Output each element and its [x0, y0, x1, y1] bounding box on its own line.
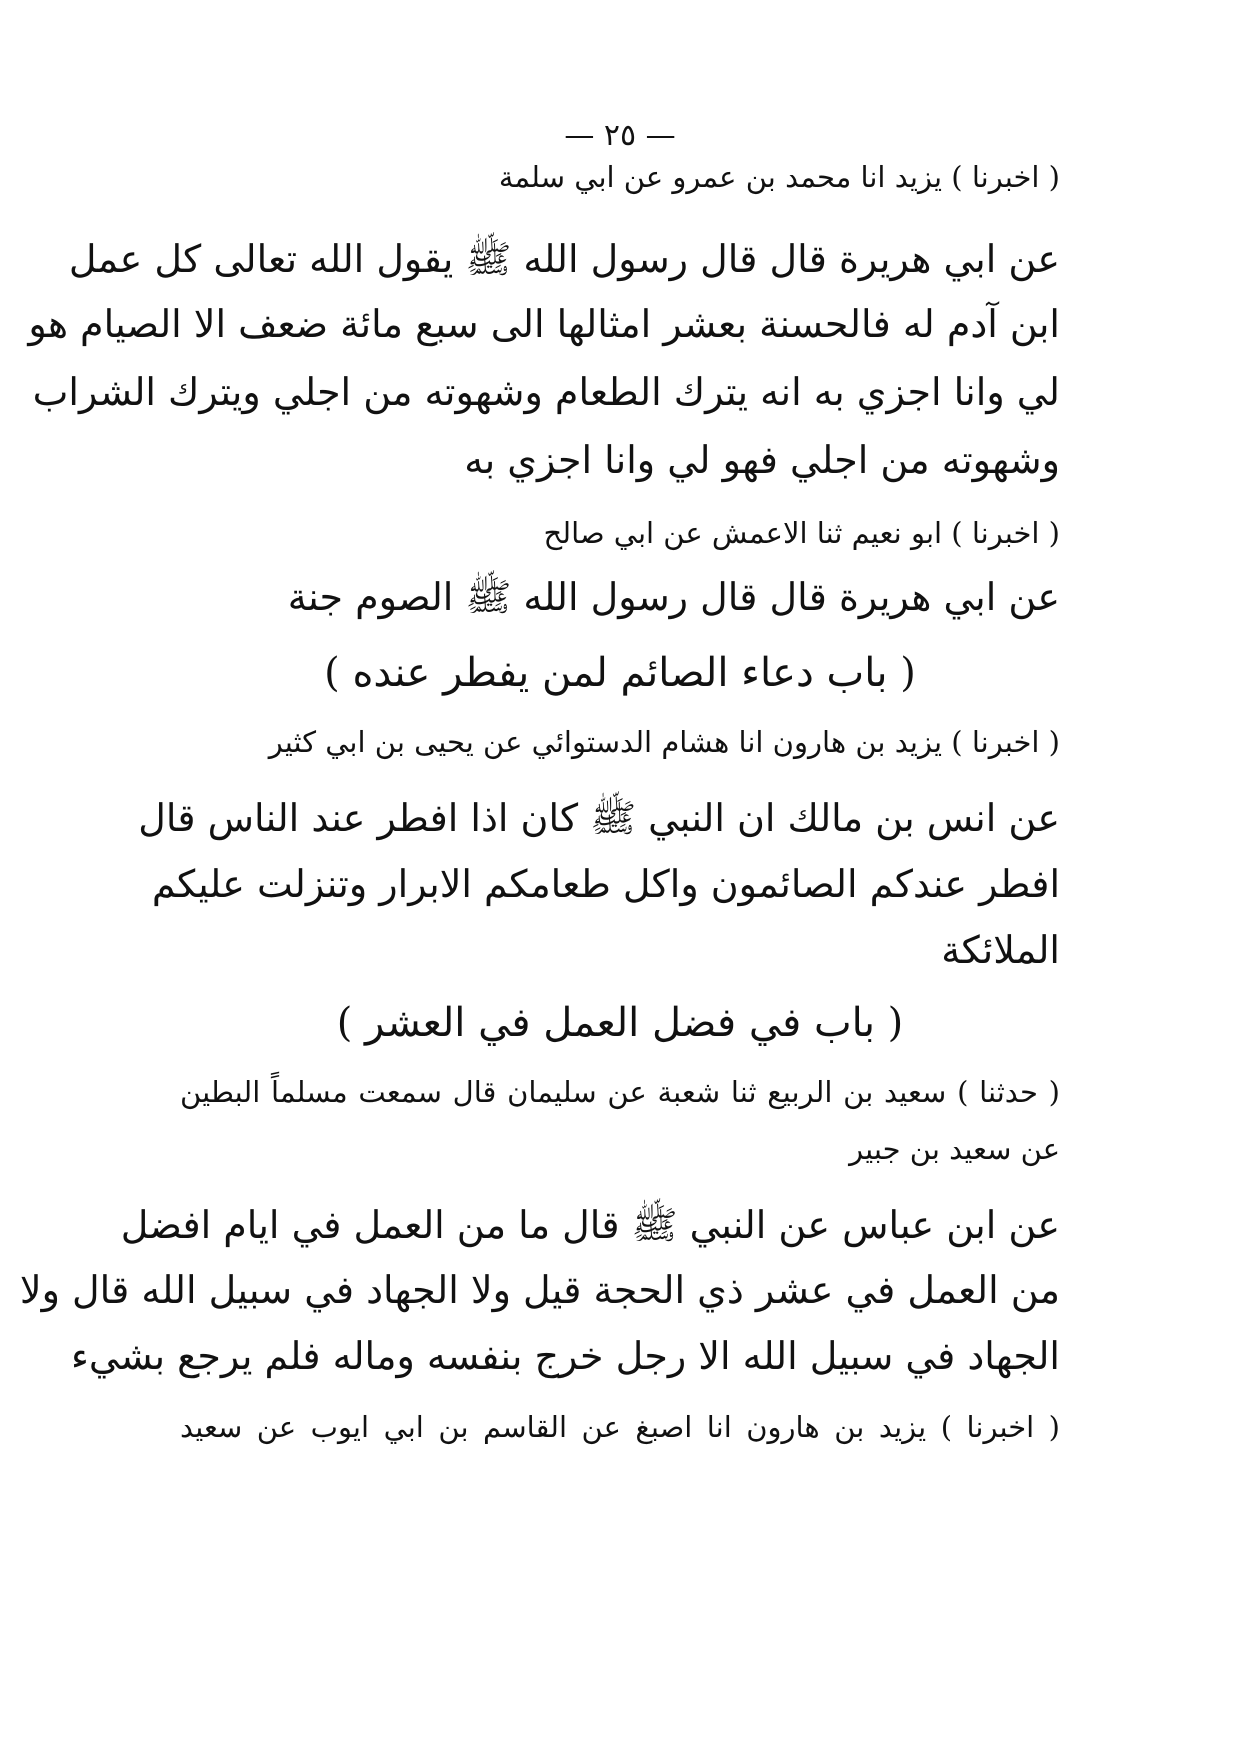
isnad-line: ( اخبرنا ) يزيد بن هارون انا هشام الدستوائي عن يحيى بن ابي كثير [268, 725, 1060, 759]
matn-line: ابن آدم له فالحسنة بعشر امثالها الى سبع مائة ضعف الا الصيام هو [28, 302, 1060, 346]
matn-line: لي وانا اجزي به انه يترك الطعام وشهوته من اجلي ويترك الشراب [32, 370, 1060, 414]
isnad-line: ( اخبرنا ) يزيد بن هارون انا اصبغ عن القاسم بن ابي ايوب عن سعيد [180, 1410, 1060, 1444]
matn-line: الملائكة [941, 928, 1060, 972]
matn-line: من العمل في عشر ذي الحجة قيل ولا الجهاد في سبيل الله قال ولا [19, 1268, 1060, 1312]
matn-line: عن ابن عباس عن النبي ﷺ قال ما من العمل في ايام افضل [120, 1203, 1060, 1247]
section-heading: ( باب دعاء الصائم لمن يفطر عنده ) [324, 650, 916, 696]
page-number: — ٢٥ — [564, 118, 676, 153]
isnad-line: ( اخبرنا ) يزيد انا محمد بن عمرو عن ابي سلمة [498, 160, 1060, 194]
matn-line: عن ابي هريرة قال قال رسول الله ﷺ الصوم جنة [287, 575, 1060, 619]
matn-line: الجهاد في سبيل الله الا رجل خرج بنفسه وماله فلم يرجع بشيء [71, 1334, 1060, 1378]
matn-line: عن انس بن مالك ان النبي ﷺ كان اذا افطر عند الناس قال [138, 796, 1060, 840]
isnad-line: ( اخبرنا ) ابو نعيم ثنا الاعمش عن ابي صالح [543, 516, 1060, 550]
isnad-line: عن سعيد بن جبير [849, 1132, 1060, 1166]
isnad-line: ( حدثنا ) سعيد بن الربيع ثنا شعبة عن سليمان قال سمعت مسلماً البطين [180, 1075, 1060, 1109]
section-heading: ( باب في فضل العمل في العشر ) [336, 1000, 904, 1046]
matn-line: عن ابي هريرة قال قال رسول الله ﷺ يقول الله تعالى كل عمل [68, 237, 1060, 281]
matn-line: افطر عندكم الصائمون واكل طعامكم الابرار وتنزلت عليكم [151, 862, 1060, 906]
matn-line: وشهوته من اجلي فهو لي وانا اجزي به [464, 438, 1060, 482]
